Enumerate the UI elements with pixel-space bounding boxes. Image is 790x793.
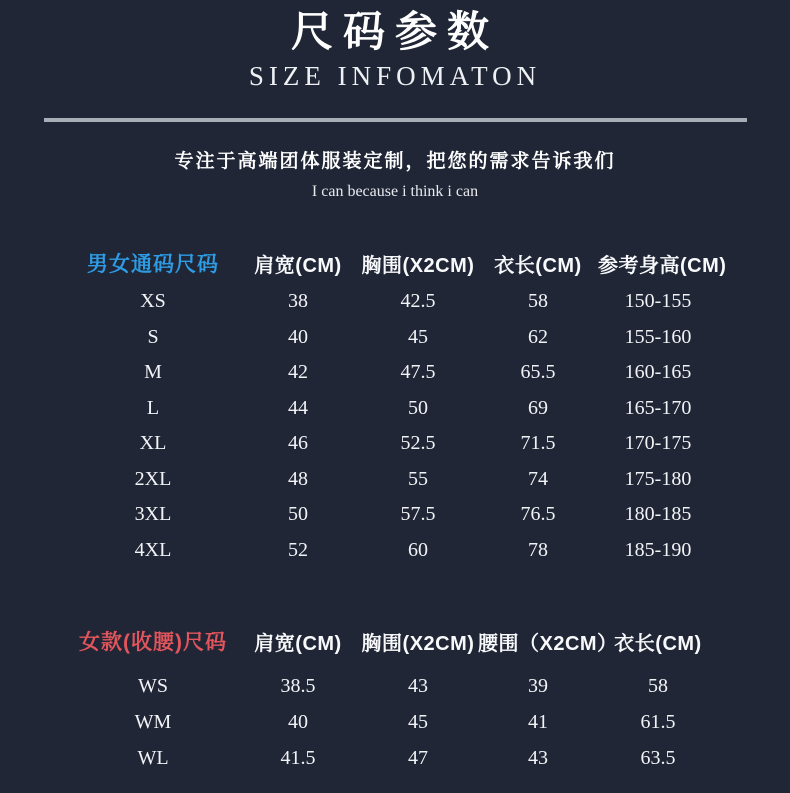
table-row <box>68 391 718 427</box>
shoulder-value: 38.5 <box>280 674 316 697</box>
height-range-value: 155-160 <box>624 325 692 348</box>
table-row <box>68 284 718 320</box>
brand-tagline: 专注于高端团体服装定制，把您的需求告诉我们 <box>174 151 616 172</box>
unisex-table-label: 男女通码尺码 <box>87 253 219 276</box>
length-value: 58 <box>528 290 548 313</box>
chest-value: 50 <box>408 396 428 419</box>
height-range-value: 180-185 <box>624 503 692 526</box>
shoulder-value: 50 <box>288 503 308 526</box>
table-row <box>68 462 718 498</box>
shoulder-value: 52 <box>288 538 308 561</box>
shoulder-value: 46 <box>288 432 308 455</box>
waist-value: 41 <box>528 710 548 733</box>
table-row <box>68 533 718 569</box>
table-row <box>68 426 718 462</box>
length-value: 65.5 <box>520 361 556 384</box>
waist-value: 39 <box>528 674 548 697</box>
page-title-chinese: 尺码参数 <box>290 7 499 56</box>
shoulder-value: 42 <box>288 361 308 384</box>
table-row <box>68 740 718 776</box>
chest-value: 47 <box>408 746 428 769</box>
unisex-table-header-row <box>68 248 727 278</box>
length-value: 69 <box>528 396 548 419</box>
height-range-value: 185-190 <box>624 538 692 561</box>
height-range-value: 160-165 <box>624 361 692 384</box>
waist-value: 43 <box>528 746 548 769</box>
column-header-length: 衣长(CM) <box>494 254 582 277</box>
size-label: WS <box>138 674 168 697</box>
table-row <box>68 704 718 740</box>
chest-value: 55 <box>408 467 428 490</box>
column-header-height: 参考身高(CM) <box>598 254 727 277</box>
chest-value: 42.5 <box>400 290 436 313</box>
column-header-shoulder: 肩宽(CM) <box>254 254 342 277</box>
shoulder-value: 40 <box>288 710 308 733</box>
chest-value: 60 <box>408 538 428 561</box>
women-size-table <box>68 626 718 776</box>
size-label: L <box>146 396 160 419</box>
height-range-value: 175-180 <box>624 467 692 490</box>
chest-value: 45 <box>408 325 428 348</box>
column-header-chest: 胸围(X2CM) <box>361 632 475 655</box>
brand-slogan: I can because i think i can <box>311 183 479 200</box>
length-value: 63.5 <box>640 746 676 769</box>
length-value: 78 <box>528 538 548 561</box>
column-header-chest: 胸围(X2CM) <box>361 254 475 277</box>
size-label: 3XL <box>134 503 172 526</box>
size-label: WL <box>137 746 169 769</box>
column-header-waist: 腰围（X2CM） <box>478 632 618 655</box>
unisex-table-body <box>68 284 718 568</box>
length-value: 58 <box>648 674 668 697</box>
table-row <box>68 355 718 391</box>
shoulder-value: 41.5 <box>280 746 316 769</box>
length-value: 74 <box>528 467 548 490</box>
size-label: 2XL <box>134 467 172 490</box>
column-header-length: 衣长(CM) <box>614 632 702 655</box>
table-row <box>68 668 718 704</box>
column-header-shoulder: 肩宽(CM) <box>254 632 342 655</box>
size-label: 4XL <box>134 538 172 561</box>
page-title-english: SIZE INFOMATON <box>248 61 542 91</box>
shoulder-value: 40 <box>288 325 308 348</box>
length-value: 76.5 <box>520 503 556 526</box>
women-table-header-row <box>68 626 718 656</box>
size-label: S <box>147 325 159 348</box>
table-row <box>68 497 718 533</box>
length-value: 71.5 <box>520 432 556 455</box>
size-label: XL <box>139 432 167 455</box>
shoulder-value: 38 <box>288 290 308 313</box>
height-range-value: 165-170 <box>624 396 692 419</box>
size-label: M <box>144 361 162 384</box>
chest-value: 57.5 <box>400 503 436 526</box>
shoulder-value: 48 <box>288 467 308 490</box>
shoulder-value: 44 <box>288 396 308 419</box>
chest-value: 43 <box>408 674 428 697</box>
height-range-value: 150-155 <box>624 290 692 313</box>
table-row <box>68 320 718 356</box>
chest-value: 52.5 <box>400 432 436 455</box>
chest-value: 45 <box>408 710 428 733</box>
chest-value: 47.5 <box>400 361 436 384</box>
length-value: 62 <box>528 325 548 348</box>
women-table-label: 女款(收腰)尺码 <box>79 631 227 654</box>
length-value: 61.5 <box>640 710 676 733</box>
height-range-value: 170-175 <box>624 432 692 455</box>
size-label: XS <box>140 290 166 313</box>
size-label: WM <box>134 710 172 733</box>
divider-line <box>44 118 747 122</box>
women-table-body <box>68 668 718 776</box>
unisex-size-table <box>68 248 727 568</box>
